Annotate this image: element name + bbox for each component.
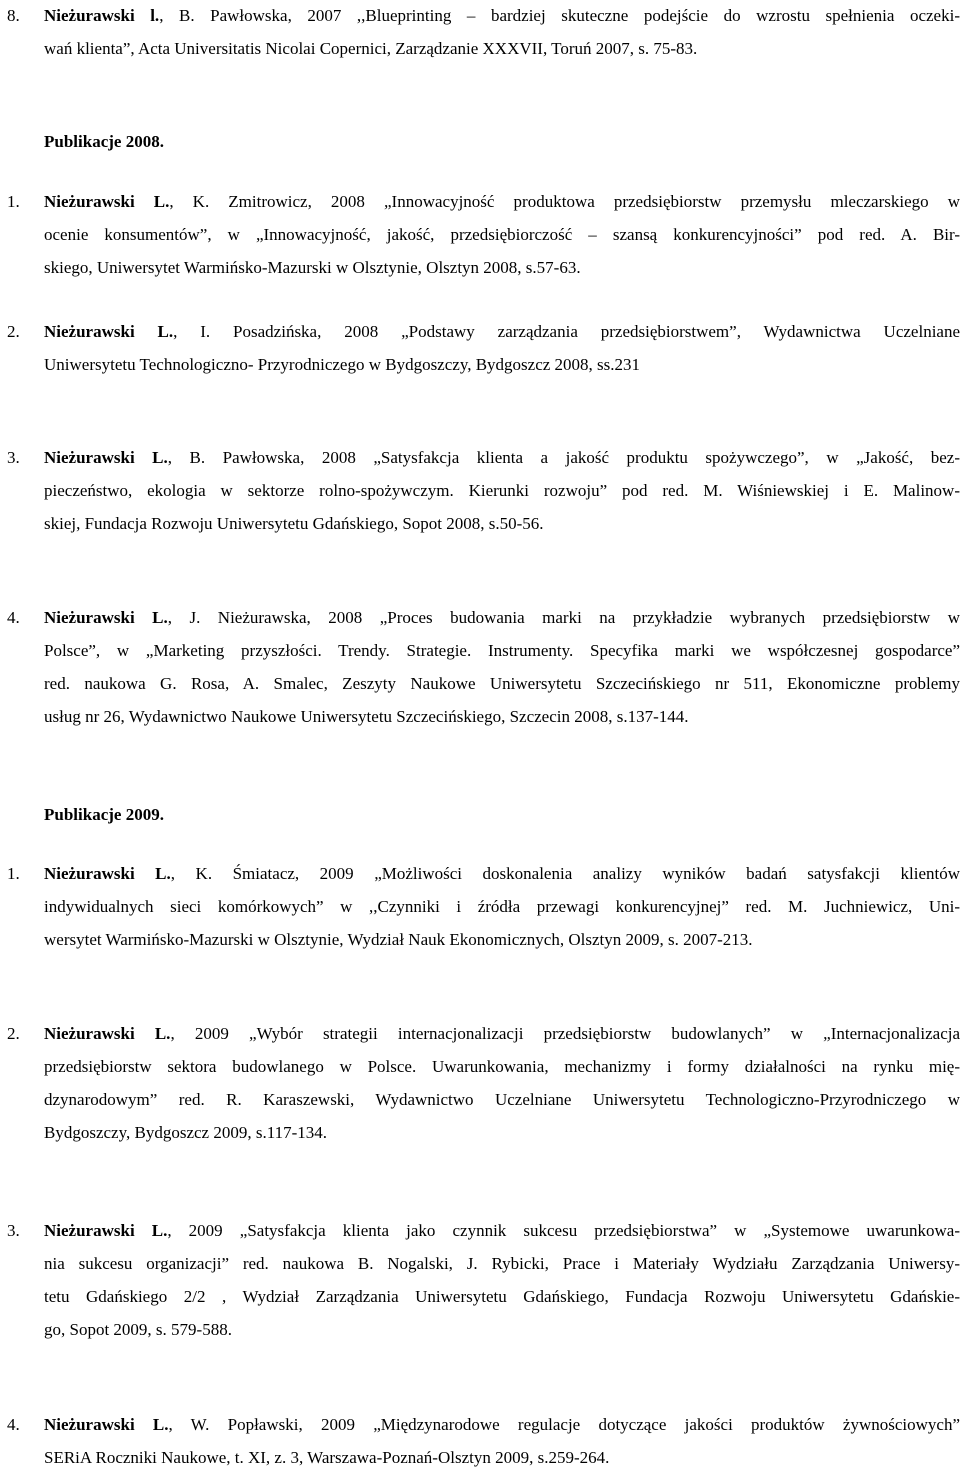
publication-entry: [0, 441, 960, 540]
entry-line: pieczeństwo, ekologia w sektorze rolno-spożywczym. Kierunki rozwoju” pod red. M. Wiśniewskiej i E. Malinow-: [44, 481, 960, 500]
publication-entry: [0, 1214, 960, 1346]
publication-entry: [0, 601, 960, 733]
publication-entry: [0, 1017, 960, 1149]
entry-first-line-text: , 2009 „Wybór strategii internacjonalizacji przedsiębiorstw budowlanych” w „Internacjonalizacja: [170, 1024, 960, 1043]
entry-line: Uniwersytetu Technologiczno- Przyrodniczego w Bydgoszczy, Bydgoszcz 2008, ss.231: [44, 355, 641, 374]
entry-author: Nieżurawski l.: [44, 6, 160, 25]
entry-line: skiej, Fundacja Rozwoju Uniwersytetu Gdańskiego, Sopot 2008, s.50-56.: [44, 514, 544, 533]
entry-line: go, Sopot 2009, s. 579-588.: [44, 1320, 232, 1339]
entry-number: 4.: [7, 1415, 20, 1434]
entry-first-line: [44, 441, 960, 474]
entry-line: usług nr 26, Wydawnictwo Naukowe Uniwersytetu Szczecińskiego, Szczecin 2008, s.137-144.: [44, 707, 689, 726]
entry-line: przedsiębiorstw sektora budowlanego w Polsce. Uwarunkowania, mechanizmy i formy działalności na rynku mię-: [44, 1057, 960, 1076]
publication-entry: [0, 185, 960, 284]
entry-line: SERiA Roczniki Naukowe, t. XI, z. 3, Warszawa-Poznań-Olsztyn 2009, s.259-264.: [44, 1448, 610, 1467]
entry-author: Nieżurawski L.: [44, 1024, 171, 1043]
entry-line: red. naukowa G. Rosa, A. Smalec, Zeszyty Naukowe Uniwersytetu Szczecińskiego nr 511, Ekonomiczne problemy: [44, 674, 960, 693]
entry-number: 1.: [7, 192, 20, 211]
entry-line: nia sukcesu organizacji” red. naukowa B. Nogalski, J. Rybicki, Prace i Materiały Wydziału Zarządzania Uniwersy-: [44, 1254, 960, 1273]
entry-number: 3.: [7, 448, 20, 467]
entry-line: wań klienta”, Acta Universitatis Nicolai Copernici, Zarządzanie XXXVII, Toruń 2007, s. 75-83.: [44, 39, 698, 58]
entry-first-line: [44, 1214, 960, 1247]
entry-number: 2.: [7, 1024, 20, 1043]
section-heading-2008: Publikacje 2008.: [44, 132, 164, 151]
publication-entry: [0, 857, 960, 956]
entry-first-line: [44, 185, 960, 218]
entry-first-line-text: , B. Pawłowska, 2008 „Satysfakcja klienta a jakość produktu spożywczego”, w „Jakość, bez-: [167, 448, 960, 467]
entry-author: Nieżurawski L.: [44, 1221, 168, 1240]
entry-author: Nieżurawski L.: [44, 1415, 169, 1434]
entry-first-line-text: , I. Posadzińska, 2008 „Podstawy zarządzania przedsiębiorstwem”, Wydawnictwa Uczelniane: [173, 322, 960, 341]
entry-line: dzynarodowym” red. R. Karaszewski, Wydawnictwo Uczelniane Uniwersytetu Technologiczno-Przyrodniczego w: [44, 1090, 960, 1109]
entry-line: tetu Gdańskiego 2/2 , Wydział Zarządzania Uniwersytetu Gdańskiego, Fundacja Rozwoju Uniwersytetu Gdańskie-: [44, 1287, 960, 1306]
entry-first-line: [44, 1408, 960, 1441]
entry-first-line-text: , 2009 „Satysfakcja klienta jako czynnik sukcesu przedsiębiorstwa” w „Systemowe uwarunkowa-: [167, 1221, 960, 1240]
publication-entry: [0, 315, 960, 381]
entry-author: Nieżurawski L.: [44, 448, 168, 467]
entry-first-line-text: , W. Popławski, 2009 „Międzynarodowe regulacje dotyczące jakości produktów żywnościowych”: [168, 1415, 960, 1434]
entry-first-line: [44, 857, 960, 890]
entry-first-line-text: , K. Zmitrowicz, 2008 „Innowacyjność produktowa przedsiębiorstw przemysłu mleczarskiego w: [169, 192, 960, 211]
entry-number: 2.: [7, 322, 20, 341]
publication-entry: [0, 1408, 960, 1474]
publication-entry: [0, 0, 960, 65]
entry-number: 1.: [7, 864, 20, 883]
entry-first-line-text: , K. Śmiatacz, 2009 „Możliwości doskonalenia analizy wyników badań satysfakcji klientów: [170, 864, 960, 883]
section-heading-2009: Publikacje 2009.: [44, 805, 164, 824]
entry-author: Nieżurawski L.: [44, 192, 170, 211]
entry-first-line: [44, 0, 960, 32]
entry-first-line-text: , J. Nieżurawska, 2008 „Proces budowania marki na przykładzie wybranych przedsiębiorstw w: [167, 608, 960, 627]
entry-number: 4.: [7, 608, 20, 627]
entry-first-line-text: , B. Pawłowska, 2007 ,,Blueprinting – bardziej skuteczne podejście do wzrostu spełnienia oczeki-: [159, 6, 960, 25]
entry-number: 8.: [7, 6, 20, 25]
entry-first-line: [44, 601, 960, 634]
entry-first-line: [44, 1017, 960, 1050]
entry-author: Nieżurawski L.: [44, 608, 168, 627]
entry-author: Nieżurawski L.: [44, 864, 171, 883]
entry-author: Nieżurawski L.: [44, 322, 174, 341]
entry-line: skiego, Uniwersytet Warmińsko-Mazurski w Olsztynie, Olsztyn 2008, s.57-63.: [44, 258, 581, 277]
entry-line: Bydgoszczy, Bydgoszcz 2009, s.117-134.: [44, 1123, 327, 1142]
entry-line: indywidualnych sieci komórkowych” w ,,Czynniki i źródła przewagi konkurencyjnej” red. M. Juchniewicz, Uni-: [44, 897, 960, 916]
entry-line: Polsce”, w „Marketing przyszłości. Trendy. Strategie. Instrumenty. Specyfika marki we współczesnej gospodarce”: [44, 641, 960, 660]
entry-line: ocenie konsumentów”, w „Innowacyjność, jakość, przedsiębiorczość – szansą konkurencyjności” pod red. A. Bir-: [44, 225, 960, 244]
entry-number: 3.: [7, 1221, 20, 1240]
entry-first-line: [44, 315, 960, 348]
entry-line: wersytet Warmińsko-Mazurski w Olsztynie, Wydział Nauk Ekonomicznych, Olsztyn 2009, s. 2007-213.: [44, 930, 753, 949]
